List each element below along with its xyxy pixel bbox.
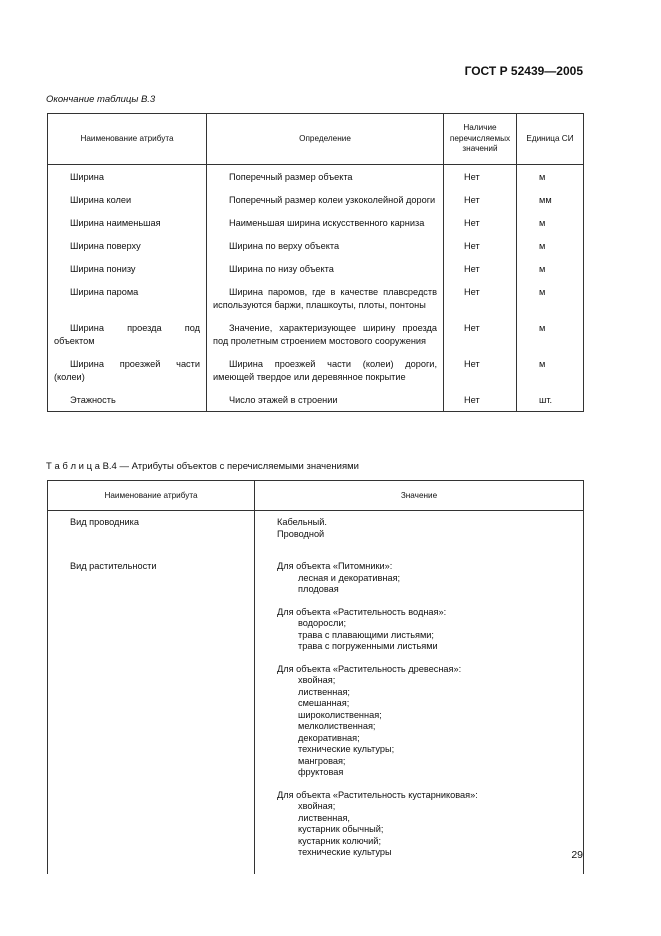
enum-cell: Нет	[444, 188, 517, 211]
value-item: Проводной	[277, 528, 325, 539]
attribute-name-cell: Ширина колеи	[48, 188, 207, 211]
table-b3-body	[48, 165, 584, 412]
definition-cell: Ширина по верху объекта	[207, 234, 444, 257]
table-header-row	[48, 481, 584, 511]
value-item: кустарник обычный;	[298, 824, 384, 834]
table-b4-body	[48, 511, 584, 874]
table-row	[48, 257, 584, 280]
table-header-row	[48, 114, 584, 165]
page-number: 29	[571, 849, 583, 861]
table-b3-caption: Окончание таблицы В.3	[46, 94, 156, 105]
table-row	[48, 234, 584, 257]
value-item: мелколиственная;	[298, 721, 376, 731]
definition-cell: Число этажей в строении	[207, 388, 444, 412]
table-b3	[47, 113, 584, 412]
unit-cell: м	[517, 257, 584, 280]
definition-cell: Ширина паромов, где в качестве плавсредств используются баржи, плашкоуты, плоты, понтоны	[207, 280, 444, 316]
enum-cell: Нет	[444, 211, 517, 234]
value-item: трава с плавающими листьями;	[298, 629, 434, 640]
enum-cell: Нет	[444, 165, 517, 189]
value-item: хвойная;	[298, 801, 336, 811]
value-group-title: Для объекта «Растительность кустарниковая»:	[277, 789, 478, 800]
unit-cell: м	[517, 165, 584, 189]
unit-cell: м	[517, 234, 584, 257]
column-header-enum: Наличие перечисляемых значений	[444, 114, 517, 165]
value-item: лиственная;	[298, 686, 350, 697]
attribute-name-cell: Вид проводника	[48, 511, 255, 556]
attribute-name-cell: Ширина понизу	[48, 257, 207, 280]
column-header-unit: Единица СИ	[517, 114, 584, 165]
column-header-value: Значение	[255, 481, 584, 511]
attribute-name-cell: Ширина поверху	[48, 234, 207, 257]
enum-cell: Нет	[444, 316, 517, 352]
definition-cell: Наименьшая ширина искусственного карниза	[207, 211, 444, 234]
table-b4	[47, 480, 584, 874]
value-item: декоративная;	[298, 732, 360, 743]
value-item: Кабельный.	[277, 517, 327, 527]
definition-cell: Ширина проезжей части (колеи) дороги, имеющей твердое или деревянное покрытие	[207, 352, 444, 388]
value-group	[277, 517, 577, 540]
attribute-name-cell: Ширина	[48, 165, 207, 189]
attribute-name-cell: Вид растительности	[48, 555, 255, 874]
table-row	[48, 555, 584, 874]
unit-cell: м	[517, 211, 584, 234]
definition-cell: Ширина по низу объекта	[207, 257, 444, 280]
attribute-name-cell: Ширина наименьшая	[48, 211, 207, 234]
value-item: широколиственная;	[298, 709, 382, 720]
value-item: лесная и декоративная;	[298, 572, 401, 583]
table-b4-caption: Т а б л и ц а В.4 — Атрибуты объектов с перечисляемыми значениями	[46, 461, 359, 472]
column-header-attribute: Наименование атрибута	[48, 114, 207, 165]
value-group-title: Для объекта «Растительность водная»:	[277, 606, 447, 617]
definition-cell: Значение, характеризующее ширину проезда под пролетным строением мостового сооружения	[207, 316, 444, 352]
value-cell	[255, 555, 584, 874]
value-group-title: Для объекта «Растительность древесная»:	[277, 663, 462, 674]
table-row	[48, 352, 584, 388]
value-cell	[255, 511, 584, 556]
value-group	[277, 561, 577, 596]
table-row	[48, 388, 584, 412]
document-header: ГОСТ Р 52439—2005	[464, 64, 583, 78]
enum-cell: Нет	[444, 257, 517, 280]
value-item: водоросли;	[298, 618, 347, 628]
column-header-definition: Определение	[207, 114, 444, 165]
value-item: лиственная,	[298, 812, 350, 823]
attribute-name-cell: Ширина проезжей части (колеи)	[48, 352, 207, 388]
unit-cell: шт.	[517, 388, 584, 412]
value-item: плодовая	[298, 584, 339, 594]
value-item: мангровая;	[298, 755, 346, 766]
enum-cell: Нет	[444, 352, 517, 388]
attribute-name-cell: Ширина парома	[48, 280, 207, 316]
attribute-name-cell: Этажность	[48, 388, 207, 412]
definition-cell: Поперечный размер объекта	[207, 165, 444, 189]
value-item: технические культуры;	[298, 744, 395, 754]
enum-cell: Нет	[444, 280, 517, 316]
value-item: трава с погруженными листьями	[298, 641, 438, 651]
enum-cell: Нет	[444, 234, 517, 257]
unit-cell: м	[517, 280, 584, 316]
value-item: технические культуры	[298, 847, 392, 857]
enum-cell: Нет	[444, 388, 517, 412]
unit-cell: м	[517, 352, 584, 388]
value-item: хвойная;	[298, 675, 336, 685]
table-row	[48, 165, 584, 189]
value-item: фруктовая	[298, 767, 344, 777]
attribute-name-cell: Ширина проезда под объектом	[48, 316, 207, 352]
table-row	[48, 188, 584, 211]
column-header-attribute: Наименование атрибута	[48, 481, 255, 511]
definition-cell: Поперечный размер колеи узкоколейной дороги	[207, 188, 444, 211]
value-item: кустарник колючий;	[298, 835, 381, 846]
unit-cell: м	[517, 316, 584, 352]
value-group	[277, 664, 577, 779]
value-group	[277, 607, 577, 653]
unit-cell: мм	[517, 188, 584, 211]
value-item: смешанная;	[298, 698, 350, 708]
table-row	[48, 211, 584, 234]
table-row	[48, 280, 584, 316]
table-row	[48, 511, 584, 556]
value-group-title: Для объекта «Питомники»:	[277, 561, 393, 571]
table-row	[48, 316, 584, 352]
